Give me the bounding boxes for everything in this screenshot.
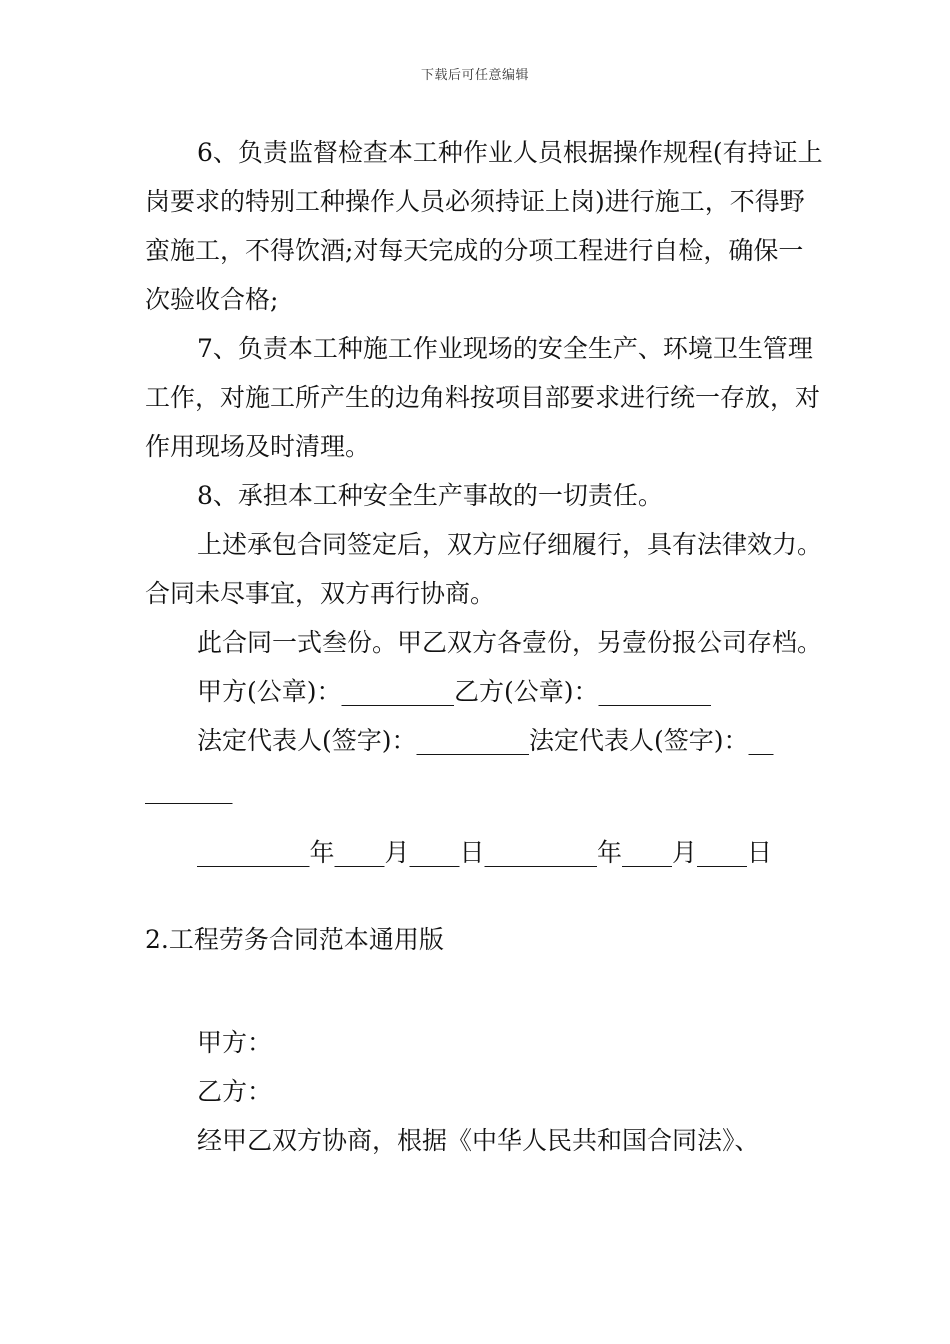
copies-clause: 此合同一式叁份。甲乙双方各壹份，另壹份报公司存档。 [197,628,823,657]
clause-8: 8、承担本工种安全生产事故的一切责任。 [197,481,663,510]
representative-line: 法定代表人(签字)：_________法定代表人(签字)：__ [197,726,774,755]
party-a-label: 甲方： [197,1028,273,1057]
section-2-title: 2.工程劳务合同范本通用版 [145,925,444,954]
clause-7: 7、负责本工种施工作业现场的安全生产、环境卫生管理工作，对施工所产生的边角料按项目部要求进行统一存放，对作用现场及时清理。 [145,334,821,461]
representative-line-tail: _______ [145,775,233,804]
document-body [145,128,825,1165]
date-line: _________年____月____日_________年____月____日 [197,838,773,867]
page-header-note: 下载后可任意编辑 [420,68,529,83]
seal-line: 甲方(公章)：_________乙方(公章)：_________ [197,677,712,706]
party-b-label: 乙方： [197,1077,273,1106]
section-2-intro: 经甲乙双方协商，根据《中华人民共和国合同法》、 [197,1126,760,1155]
effect-clause: 上述承包合同签定后，双方应仔细履行，具有法律效力。合同未尽事宜，双方再行协商。 [145,530,823,608]
clause-6: 6、负责监督检查本工种作业人员根据操作规程(有持证上岗要求的特别工种操作人员必须持证上岗)进行施工，不得野蛮施工，不得饮酒;对每天完成的分项工程进行自检，确保一次验收合格; [145,138,823,314]
